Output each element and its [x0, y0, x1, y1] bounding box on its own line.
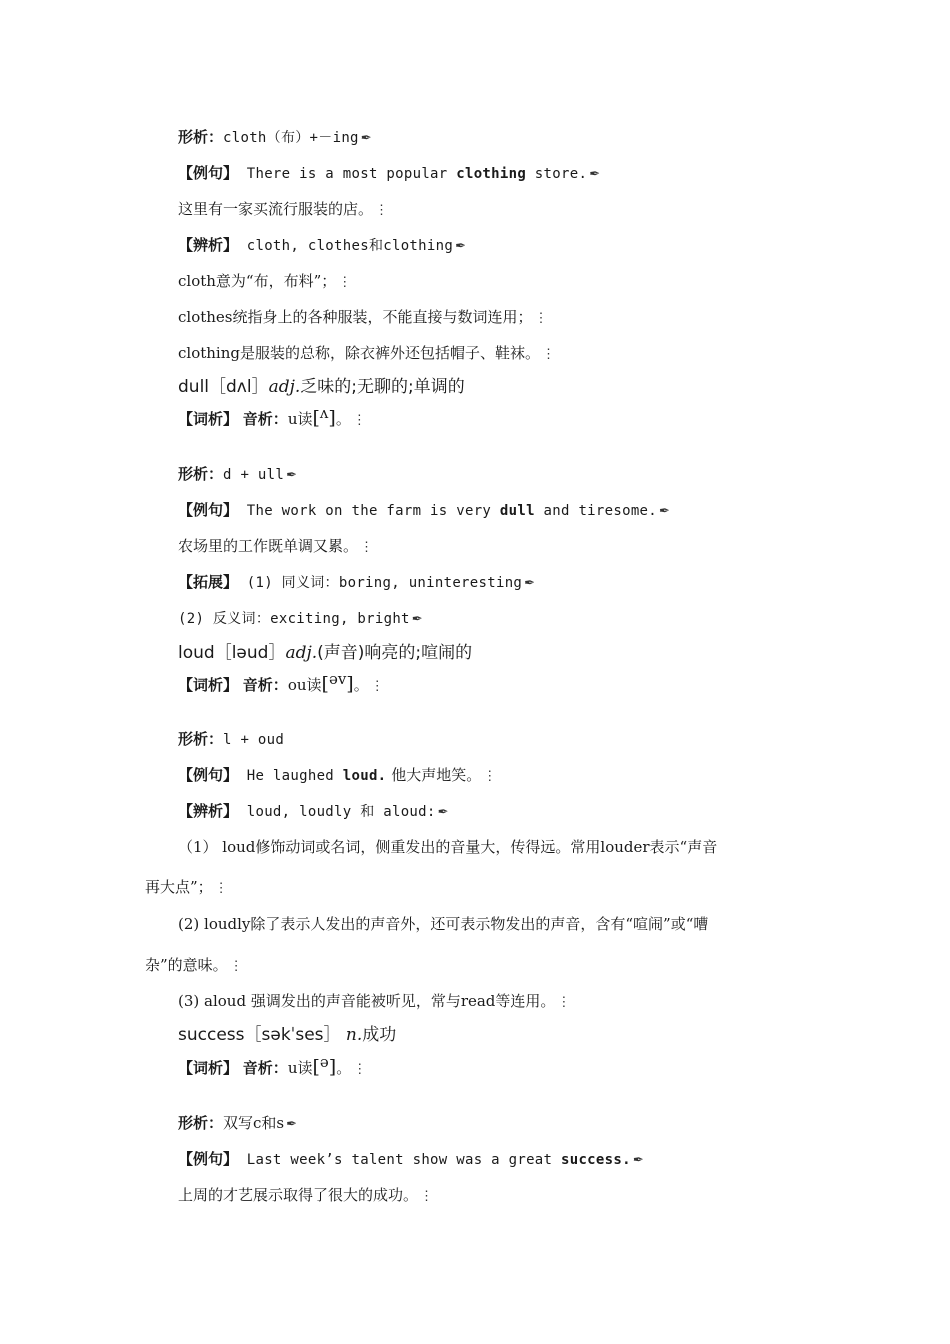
- distinction-clothing: clothing是服装的总称，除衣裤外还包括帽子、鞋袜。 ⋮: [178, 344, 555, 362]
- edit-mark-icon: ✒: [286, 1117, 298, 1132]
- paragraph-mark-icon: ⋮: [352, 413, 366, 428]
- paragraph-mark-icon: ⋮: [360, 540, 374, 555]
- word-analysis-success: 【词析】 音析：u读[ə]。 ⋮: [178, 1053, 367, 1078]
- example-success: 【例句】 Last week’s talent show was a great success. ✒: [178, 1150, 644, 1168]
- edit-mark-icon: ✒: [286, 468, 298, 483]
- edit-mark-icon: ✒: [437, 805, 449, 820]
- paragraph-mark-icon: ⋮: [420, 1189, 434, 1204]
- label: 形析：: [178, 128, 224, 146]
- example-sentence-line: 【例句】 There is a most popular clothing store. ✒: [178, 164, 601, 182]
- headword-dull: dull［dʌl］adj.乏味的;无聊的;单调的: [178, 377, 465, 397]
- edit-mark-icon: ✒: [524, 576, 536, 591]
- paragraph-mark-icon: ⋮: [229, 959, 243, 974]
- paragraph-mark-icon: ⋮: [214, 881, 228, 896]
- example-translation: 这里有一家买流行服装的店。 ⋮: [178, 200, 389, 218]
- form-analysis-dull: 形析：d + ull ✒: [178, 465, 298, 483]
- edit-mark-icon: ✒: [360, 131, 372, 146]
- paragraph-mark-icon: ⋮: [353, 1062, 367, 1077]
- extension-dull: 【拓展】 (1) 同义词：boring, uninteresting ✒: [178, 573, 536, 591]
- example-loud: 【例句】 He laughed loud. 他大声地笑。 ⋮: [178, 766, 497, 784]
- distinction-loud-1: （1） loud修饰动词或名词，侧重发出的音量大，传得远。常用louder表示“声音: [178, 838, 718, 856]
- example-dull: 【例句】 The work on the farm is very dull and tiresome. ✒: [178, 501, 670, 519]
- extension-2-dull: (2) 反义词：exciting, bright ✒: [178, 611, 423, 627]
- edit-mark-icon: ✒: [632, 1153, 644, 1168]
- form-analysis-loud: 形析：l + oud: [178, 730, 285, 748]
- edit-mark-icon: ✒: [455, 239, 466, 254]
- headword-loud: loud［ləud］adj.(声音)响亮的;喧闹的: [178, 643, 473, 663]
- distinction-loud-2-cont: 杂”的意味。 ⋮: [145, 956, 243, 974]
- distinction-loud: 【辨析】 loud, loudly 和 aloud: ✒: [178, 802, 449, 820]
- distinction-loud-3: (3) aloud 强调发出的声音能被听见，常与read等连用。 ⋮: [178, 992, 571, 1010]
- distinction-loud-1-cont: 再大点”； ⋮: [145, 878, 228, 896]
- edit-mark-icon: ✒: [411, 612, 423, 627]
- headword-success: success［səkˈses］ n.成功: [178, 1025, 397, 1045]
- paragraph-mark-icon: ⋮: [483, 769, 497, 784]
- distinction-loud-2: (2) loudly除了表示人发出的声音外，还可表示物发出的声音，含有“喧闹”或“嘈: [178, 915, 709, 933]
- paragraph-mark-icon: ⋮: [338, 275, 352, 290]
- word-analysis-loud: 【词析】 音析：ou读[əv]。 ⋮: [178, 670, 384, 695]
- paragraph-mark-icon: ⋮: [370, 679, 384, 694]
- word-analysis-dull: 【词析】 音析：u读[ʌ]。 ⋮: [178, 404, 366, 429]
- example-translation-success: 上周的才艺展示取得了很大的成功。 ⋮: [178, 1186, 434, 1204]
- edit-mark-icon: ✒: [589, 167, 601, 182]
- paragraph-mark-icon: ⋮: [541, 347, 555, 362]
- form-analysis-success: 形析：双写c和s ✒: [178, 1114, 298, 1132]
- paragraph-mark-icon: ⋮: [557, 995, 571, 1010]
- paragraph-mark-icon: ⋮: [375, 203, 389, 218]
- paragraph-mark-icon: ⋮: [534, 311, 548, 326]
- distinction-cloth: cloth意为“布，布料”； ⋮: [178, 272, 352, 290]
- distinction-line: 【辨析】 cloth, clothes和clothing ✒: [178, 236, 466, 254]
- example-translation-dull: 农场里的工作既单调又累。 ⋮: [178, 537, 374, 555]
- edit-mark-icon: ✒: [659, 504, 670, 519]
- distinction-clothes: clothes统指身上的各种服装，不能直接与数词连用； ⋮: [178, 308, 548, 326]
- form-analysis-line: 形析：cloth（布）+－ing ✒: [178, 128, 372, 146]
